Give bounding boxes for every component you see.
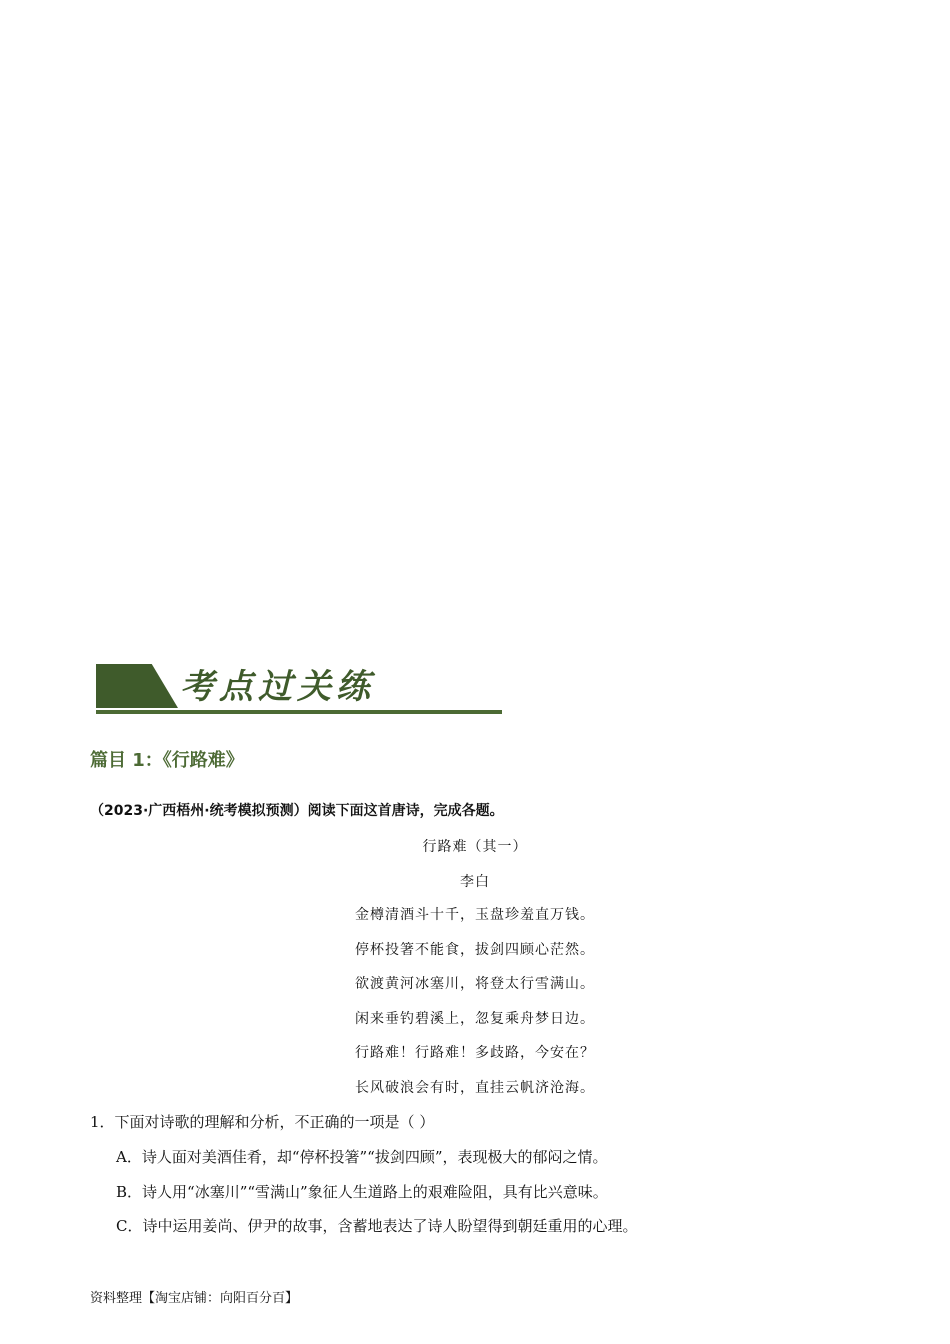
option-c: C．诗中运用姜尚、伊尹的故事，含蓄地表达了诗人盼望得到朝廷重用的心理。 bbox=[116, 1217, 638, 1235]
question-stem: 1．下面对诗歌的理解和分析，不正确的一项是（ ） bbox=[90, 1113, 435, 1131]
poem-line: 长风破浪会有时，直挂云帆济沧海。 bbox=[355, 1079, 595, 1096]
option-a: A．诗人面对美酒佳肴，却“停杯投箸”“拔剑四顾”，表现极大的郁闷之情。 bbox=[116, 1148, 608, 1166]
poem-line: 金樽清酒斗十千，玉盘珍羞直万钱。 bbox=[355, 907, 595, 923]
section-title: 篇目 1：《行路难》 bbox=[90, 750, 244, 771]
page-footer: 资料整理【淘宝店铺：向阳百分百】 bbox=[90, 1291, 299, 1306]
question-intro: （2023·广西梧州·统考模拟预测）阅读下面这首唐诗，完成各题。 bbox=[90, 803, 504, 819]
section-banner bbox=[96, 664, 504, 716]
answer-options bbox=[116, 1146, 637, 1250]
poem-body bbox=[0, 903, 950, 1103]
banner-trapezoid-decoration bbox=[96, 664, 178, 708]
poem-line: 停杯投箸不能食，拔剑四顾心茫然。 bbox=[355, 941, 595, 958]
poem-line: 闲来垂钓碧溪上，忽复乘舟梦日边。 bbox=[355, 1010, 595, 1027]
banner-title: 考点过关练 bbox=[180, 667, 375, 707]
poem-author: 李白 bbox=[460, 874, 490, 890]
poem-line: 行路难！行路难！多歧路，今安在？ bbox=[355, 1045, 595, 1061]
banner-underline bbox=[96, 710, 502, 714]
poem-title: 行路难（其一） bbox=[422, 839, 528, 855]
poem-line: 欲渡黄河冰塞川，将登太行雪满山。 bbox=[355, 976, 595, 992]
option-b: B．诗人用“冰塞川”“雪满山”象征人生道路上的艰难险阻，具有比兴意味。 bbox=[116, 1182, 608, 1201]
